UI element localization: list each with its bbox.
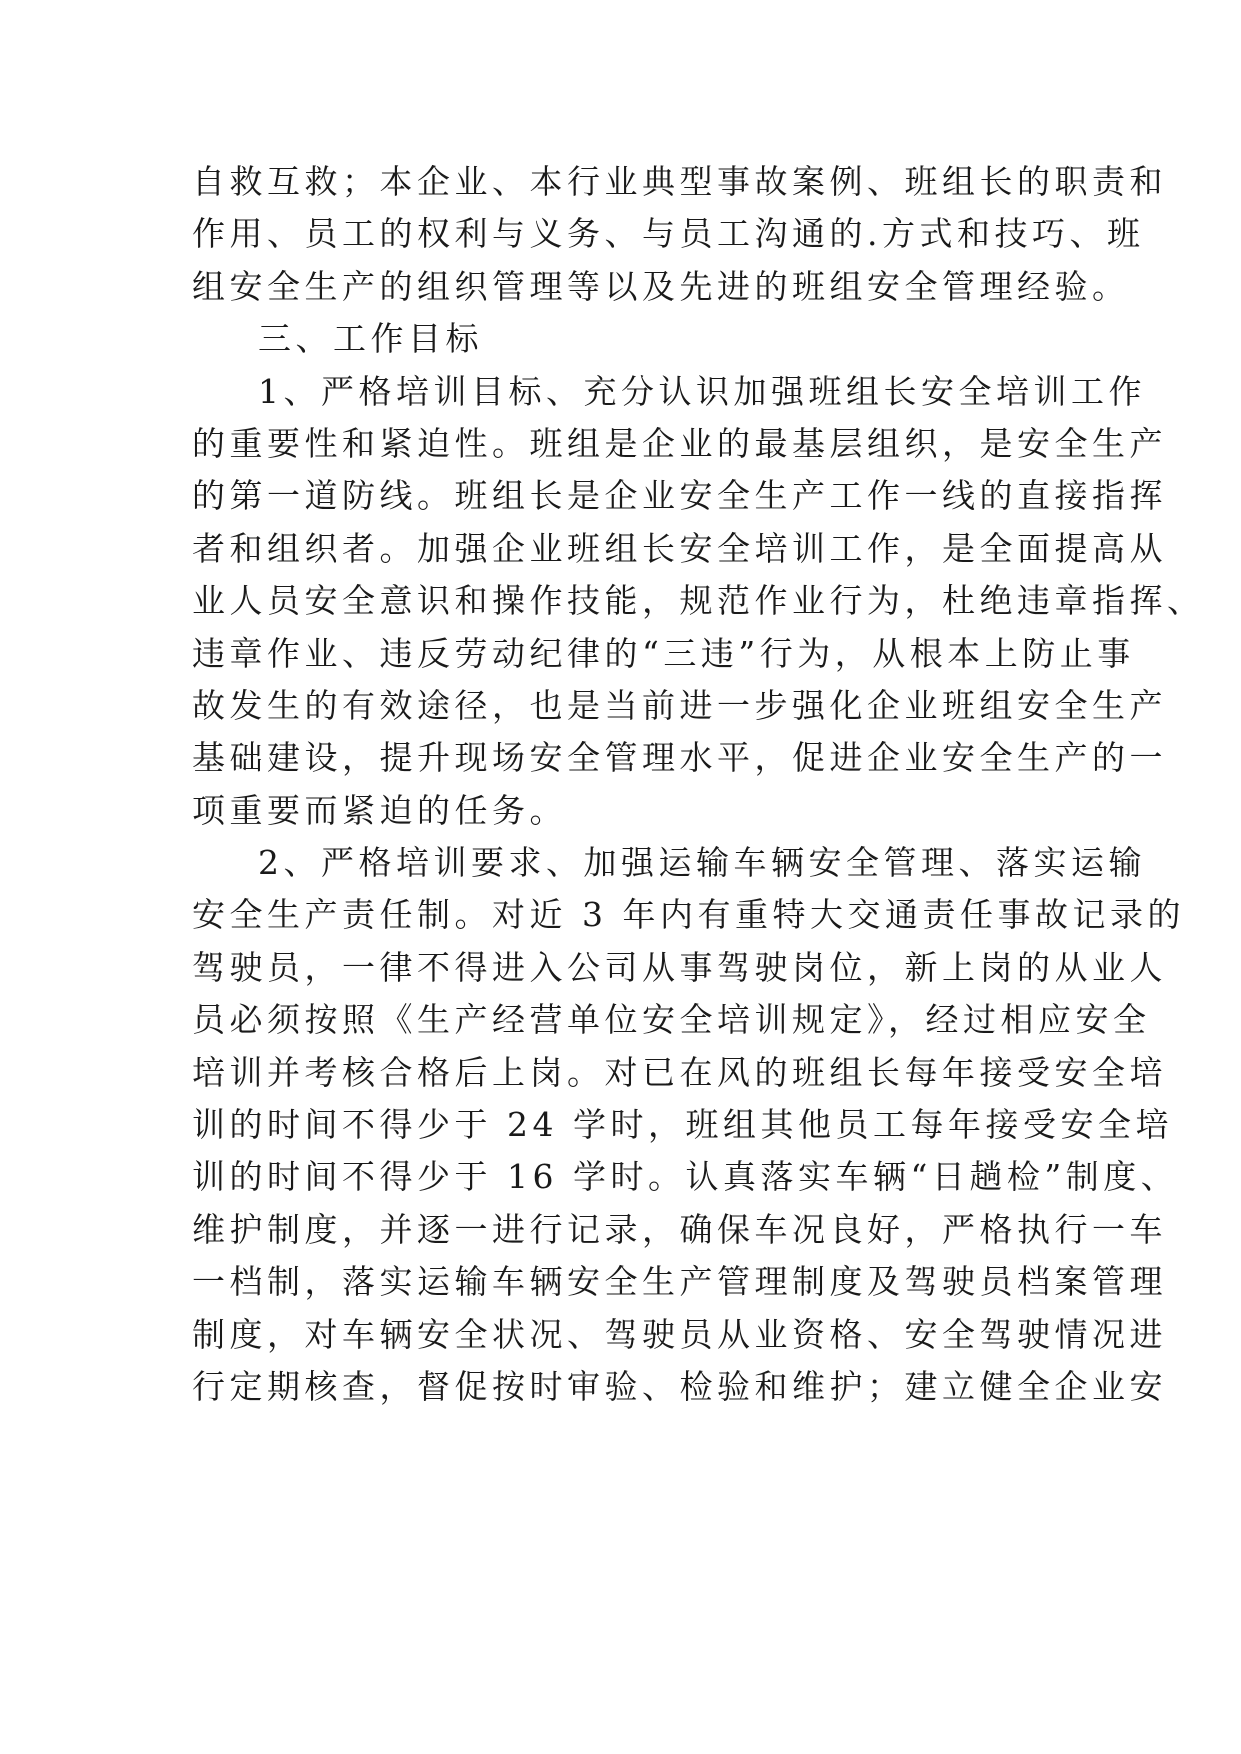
body-line: 训的时间不得少于 24 学时，班组其他员工每年接受安全培: [192, 1105, 1173, 1145]
body-line: 训的时间不得少于 16 学时。认真落实车辆“日趟检”制度、: [192, 1157, 1179, 1197]
body-line: 行定期核查，督促按时审验、检验和维护；建立健全企业安: [192, 1366, 1167, 1406]
body-line: 业人员安全意识和操作技能，规范作业行为，杜绝违章指挥、: [192, 581, 1205, 621]
body-line: 培训并考核合格后上岗。对已在风的班组长每年接受安全培: [192, 1052, 1167, 1092]
body-line: 一档制，落实运输车辆安全生产管理制度及驾驶员档案管理: [192, 1262, 1167, 1302]
body-line: 的重要性和紧迫性。班组是企业的最基层组织，是安全生产: [192, 423, 1167, 463]
body-line: 基础建设，提升现场安全管理水平，促进企业安全生产的一: [192, 738, 1167, 778]
body-line: 驾驶员，一律不得进入公司从事驾驶岗位，新上岗的从业人: [192, 947, 1167, 987]
body-line: 项重要而紧迫的任务。: [192, 790, 567, 830]
body-line: 安全生产责任制。对近 3 年内有重特大交通责任事故记录的: [192, 895, 1185, 935]
body-line: 组安全生产的组织管理等以及先进的班组安全管理经验。: [192, 266, 1130, 306]
body-line: 的第一道防线。班组长是企业安全生产工作一线的直接指挥: [192, 476, 1167, 516]
section-heading: 三、工作目标: [258, 319, 483, 359]
body-line: 员必须按照《生产经营单位安全培训规定》，经过相应安全: [192, 1000, 1151, 1040]
body-line: 故发生的有效途径，也是当前进一步强化企业班组安全生产: [192, 685, 1167, 725]
body-line: 维护制度，并逐一进行记录，确保车况良好，严格执行一车: [192, 1209, 1167, 1249]
body-line: 制度，对车辆安全状况、驾驶员从业资格、安全驾驶情况进: [192, 1314, 1167, 1354]
body-line: 者和组织者。加强企业班组长安全培训工作，是全面提高从: [192, 528, 1167, 568]
body-line: 违章作业、违反劳动纪律的“三违”行为，从根本上防止事: [192, 633, 1135, 673]
document-body: [192, 156, 1205, 1413]
paragraph-start-line: 2、严格培训要求、加强运输车辆安全管理、落实运输: [258, 843, 1146, 883]
body-line: 自救互救；本企业、本行业典型事故案例、班组长的职责和: [192, 162, 1167, 201]
paragraph-start-line: 1、严格培训目标、充分认识加强班组长安全培训工作: [258, 371, 1146, 411]
body-line: 作用、员工的权利与义务、与员工沟通的.方式和技巧、班: [192, 214, 1145, 254]
